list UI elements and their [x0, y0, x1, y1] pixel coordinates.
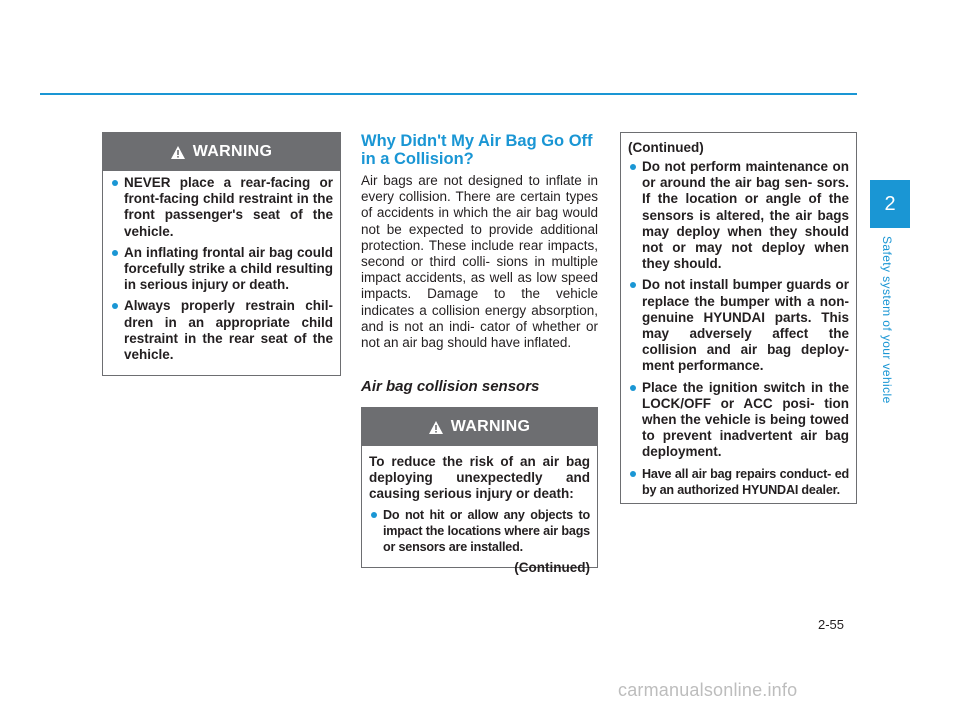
- warning-item: NEVER place a rear-facing or front-facing child restraint in the front passenger's seat of the vehicle.: [110, 175, 333, 240]
- warning-intro: To reduce the risk of an air bag deploying unexpectedly and causing serious injury or death:: [369, 454, 590, 502]
- warning-item: Always properly restrain chil- dren in an appropriate child restraint in the rear seat of the vehicle.: [110, 298, 333, 363]
- warning-label: WARNING: [450, 418, 531, 435]
- top-rule: [40, 93, 857, 95]
- chapter-tab: 2: [870, 180, 910, 228]
- warning-box-child-restraint: [102, 132, 341, 376]
- warning-box-collision-sensors: [361, 407, 598, 576]
- warning-item: Have all air bag repairs conduct- ed by an authorized HYUNDAI dealer.: [628, 466, 849, 498]
- chapter-label: [876, 236, 900, 416]
- subheading: Air bag collision sensors: [361, 378, 540, 395]
- warning-triangle-icon: [429, 421, 443, 434]
- warning-item: Do not install bumper guards or replace the bumper with a non-genuine HYUNDAI parts. This may adversely affect the collision and air bag deploy- ment performance.: [628, 277, 849, 374]
- watermark: carmanualsonline.info: [618, 680, 798, 700]
- warning-triangle-icon: [171, 146, 185, 159]
- continued-label: (Continued): [514, 560, 590, 576]
- warning-box-continued: [620, 132, 857, 504]
- warning-item: An inflating frontal air bag could forcefully strike a child resulting in serious injury or death.: [110, 245, 333, 294]
- warning-header: [103, 133, 340, 171]
- section-body: Air bags are not designed to inflate in every collision. There are certain types of accidents in which the air bag would not be expected to provide additional protection. These include rear impacts, second or third colli- sions in multiple impact accidents, as well as low speed impacts. Damage to the vehicle indicates a collision energy absorption, and is not an indi- cator of whether or not an air bag should have inflated.: [361, 173, 598, 351]
- chapter-label-text: Safety system of your vehicle: [880, 236, 894, 404]
- section-title: Why Didn't My Air Bag Go Off in a Collision?: [361, 132, 593, 168]
- continued-label: (Continued): [628, 140, 704, 155]
- warning-label: WARNING: [192, 143, 273, 160]
- warning-header: [362, 408, 597, 446]
- warning-item: Do not perform maintenance on or around the air bag sen- sors. If the location or angle of the sensors is altered, the air bags may deploy when they should not or may not deploy when they should.: [628, 159, 849, 272]
- page-number: 2-55: [818, 617, 845, 632]
- warning-item: Place the ignition switch in the LOCK/OFF or ACC posi- tion when the vehicle is being towed to prevent inadvertent air bag deployment.: [628, 380, 849, 461]
- warning-item: Do not hit or allow any objects to impact the locations where air bags or sensors are installed.: [369, 507, 590, 556]
